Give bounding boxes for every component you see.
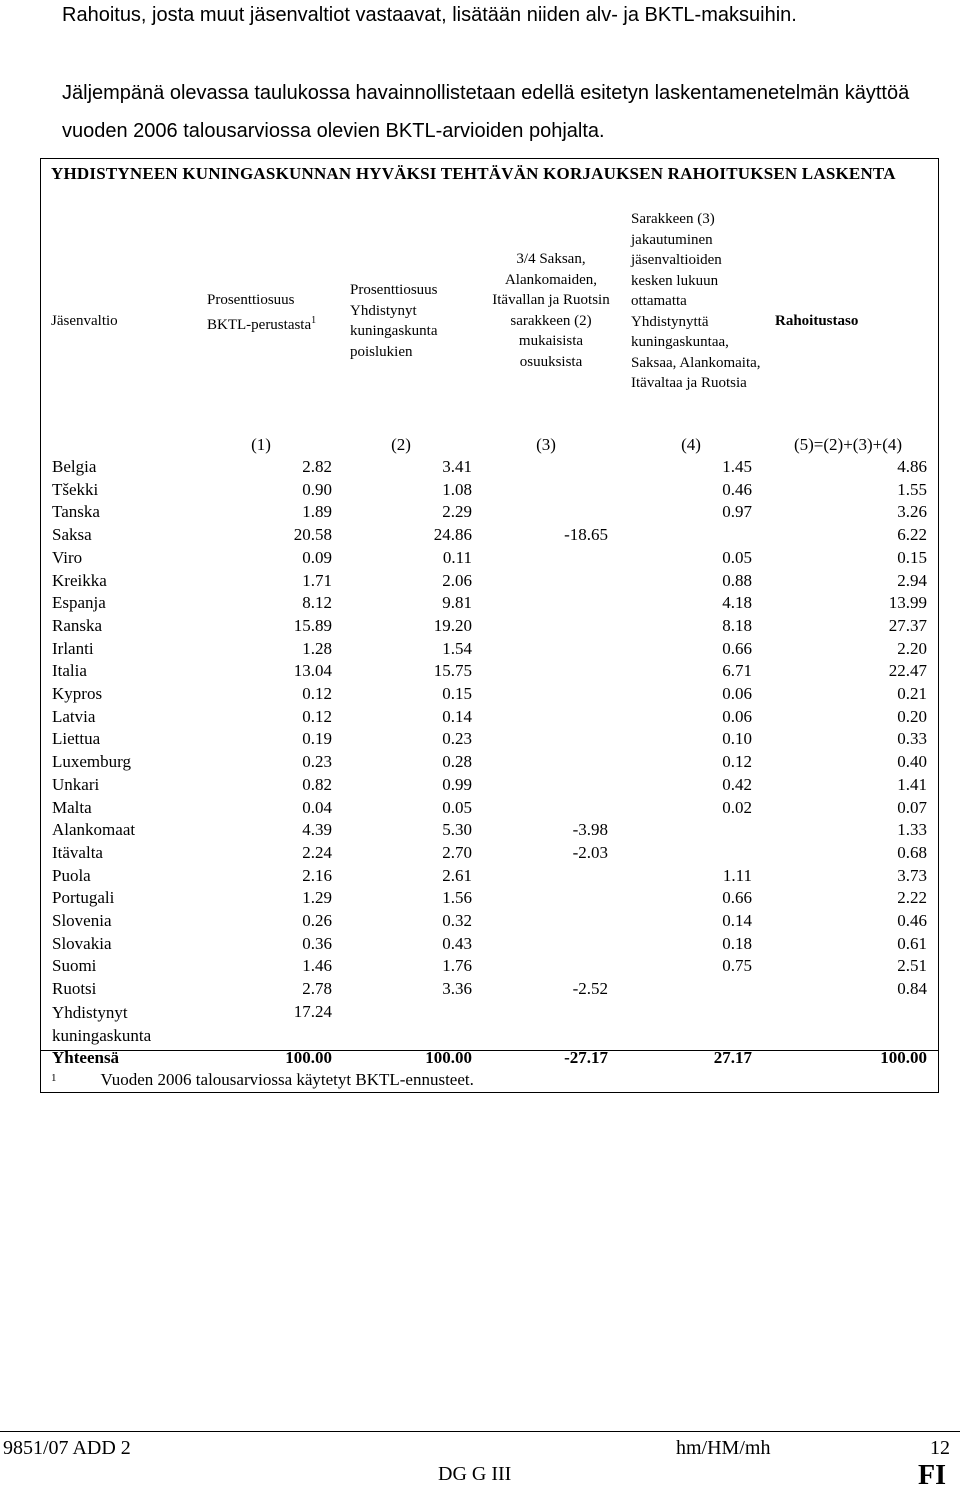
cell-c1: 0.26 <box>302 911 332 930</box>
cell-c4: 0.12 <box>722 752 752 772</box>
cell-c1: 0.23 <box>302 752 332 772</box>
cell-country: Liettua <box>52 729 101 749</box>
cell-country: Tšekki <box>52 479 99 499</box>
cell-c3: -27.17 <box>564 1048 608 1067</box>
cell-c4: 0.46 <box>722 479 752 499</box>
cell-country: Irlanti <box>52 638 94 658</box>
cell-c4: 0.66 <box>722 888 752 908</box>
cell-c5: 0.15 <box>897 547 927 567</box>
cell-c5: 13.99 <box>888 593 927 613</box>
cell-c3: -18.65 <box>564 525 608 545</box>
cell-c5: 0.40 <box>897 752 927 772</box>
cell-c4: 0.14 <box>722 911 752 930</box>
cell-c2: 0.11 <box>442 547 472 567</box>
cell-country: Yhdistynyt kuningaskunta <box>52 1002 152 1045</box>
cell-c4: 0.75 <box>722 956 752 976</box>
cell-c1: 20.58 <box>293 525 332 545</box>
cell-c4: 8.18 <box>722 615 752 635</box>
cell-c1: 1.89 <box>302 502 332 522</box>
footer-rule <box>0 1431 960 1432</box>
cell-c5: 2.94 <box>897 570 927 590</box>
cell-c2: 0.99 <box>442 774 472 794</box>
cell-c5: 0.84 <box>897 979 927 999</box>
header-col4: Sarakkeen (3) jakautuminen jäsenvaltioiden kesken lukuun ottamatta Yhdistynyttä kuningaskuntaa, Saksaa, Alankomaita, Itävaltaa ja Ruotsia <box>631 211 761 391</box>
cell-c5: 1.41 <box>897 774 927 794</box>
header-country: Jäsenvaltio <box>51 313 118 329</box>
cell-c2: 2.29 <box>442 502 472 522</box>
cell-c2: 0.15 <box>442 684 472 703</box>
cell-c5: 100.00 <box>880 1048 927 1067</box>
cell-c4: 0.88 <box>722 570 752 590</box>
cell-c5: 22.47 <box>888 661 927 681</box>
intro-text-line-2: Jäljempänä olevassa taulukossa havainnollistetaan edellä esitetyn laskentamenetelmän käyttöä <box>62 82 910 104</box>
table-title: YHDISTYNEEN KUNINGASKUNNAN HYVÄKSI TEHTÄVÄN KORJAUKSEN RAHOITUKSEN LASKENTA <box>51 164 896 183</box>
cell-c5: 0.07 <box>897 797 927 817</box>
cell-c5: 0.20 <box>897 706 927 726</box>
cell-c5: 1.33 <box>897 820 927 840</box>
cell-c5: 27.37 <box>888 615 927 635</box>
cell-c5: 2.51 <box>897 956 927 976</box>
cell-c2: 1.76 <box>442 956 472 976</box>
cell-country: Puola <box>52 865 91 885</box>
header-col3: 3/4 Saksan, Alankomaiden, Itävallan ja Ruotsin sarakkeen (2) mukaisista osuuksista <box>492 251 610 370</box>
cell-c5: 4.86 <box>897 457 927 476</box>
cell-country: Kypros <box>52 684 103 703</box>
cell-c1: 8.12 <box>302 593 332 613</box>
cell-c5: 0.46 <box>897 911 927 930</box>
cell-c1: 4.39 <box>302 820 332 840</box>
cell-c4: 0.06 <box>722 684 752 703</box>
header-col1-footnote-marker: 1 <box>311 314 317 326</box>
cell-c5: 6.22 <box>897 525 927 545</box>
footer-page-number: 12 <box>930 1437 950 1459</box>
cell-country: Portugali <box>52 888 115 908</box>
cell-c2: 1.56 <box>442 888 472 908</box>
cell-c1: 100.00 <box>285 1048 332 1067</box>
cell-c1: 0.19 <box>302 729 332 749</box>
intro-text-line-1: Rahoitus, josta muut jäsenvaltiot vastaavat, lisätään niiden alv- ja BKTL-maksuihin. <box>62 4 797 26</box>
cell-country: Itävalta <box>52 842 103 862</box>
column-number-1: (1) <box>251 435 271 454</box>
cell-country: Tanska <box>52 502 100 522</box>
cell-c4: 1.45 <box>722 457 752 476</box>
column-number-3: (3) <box>536 435 556 454</box>
intro-text-line-3: vuoden 2006 talousarviossa olevien BKTL-arvioiden pohjalta. <box>62 120 605 142</box>
financing-table <box>40 158 939 1093</box>
cell-c2: 3.36 <box>442 979 472 999</box>
cell-country: Unkari <box>52 774 100 794</box>
column-number-5: (5)=(2)+(3)+(4) <box>793 435 903 454</box>
cell-country: Espanja <box>52 593 106 613</box>
cell-c5: 2.22 <box>897 888 927 908</box>
cell-total-label: Yhteensä <box>52 1048 120 1067</box>
header-col2: Prosenttiosuus Yhdistynyt kuningaskunta poislukien <box>350 282 438 360</box>
cell-c3: -3.98 <box>572 820 608 840</box>
cell-c2: 9.81 <box>442 593 472 613</box>
cell-c5: 0.33 <box>897 729 927 749</box>
header-col5: Rahoitustaso <box>775 313 859 329</box>
cell-c4: 27.17 <box>713 1048 752 1067</box>
cell-c1: 0.12 <box>302 706 332 726</box>
cell-c5: 2.20 <box>897 638 927 658</box>
cell-c2: 2.61 <box>442 865 472 885</box>
footer-initials: hm/HM/mh <box>676 1437 771 1459</box>
cell-country: Alankomaat <box>52 820 136 840</box>
cell-c3: -2.52 <box>572 979 608 999</box>
cell-c2: 0.05 <box>442 797 472 817</box>
cell-c5: 3.73 <box>897 865 927 885</box>
cell-country: Viro <box>52 547 83 567</box>
cell-c2: 0.43 <box>442 933 472 953</box>
cell-c1: 17.24 <box>293 1001 332 1021</box>
cell-country: Latvia <box>52 706 96 726</box>
cell-country: Luxemburg <box>52 752 132 772</box>
cell-c1: 0.90 <box>302 479 332 499</box>
cell-c2: 0.14 <box>442 706 472 726</box>
cell-country: Slovakia <box>52 933 112 953</box>
cell-country: Slovenia <box>52 911 112 930</box>
cell-country: Ruotsi <box>52 979 97 999</box>
footer-directorate: DG G III <box>438 1463 512 1485</box>
cell-c1: 0.36 <box>302 933 332 953</box>
cell-c4: 0.18 <box>722 933 752 953</box>
column-number-2: (2) <box>391 435 411 454</box>
cell-c1: 1.28 <box>302 638 332 658</box>
cell-c2: 1.54 <box>442 638 472 658</box>
cell-c4: 1.11 <box>722 865 752 885</box>
cell-c2: 5.30 <box>442 820 472 840</box>
cell-c4: 0.05 <box>722 547 752 567</box>
cell-c3: -2.03 <box>572 842 608 862</box>
cell-c1: 2.16 <box>302 865 332 885</box>
cell-c2: 0.23 <box>442 729 472 749</box>
cell-c5: 0.68 <box>897 842 927 862</box>
footnote <box>51 1070 474 1090</box>
header-col1-text: Prosenttiosuus BKTL-perustasta <box>207 292 312 333</box>
cell-c4: 0.97 <box>722 502 752 522</box>
cell-country: Malta <box>52 797 92 817</box>
cell-c1: 1.71 <box>302 570 332 590</box>
cell-c4: 0.02 <box>722 797 752 817</box>
cell-c2: 0.32 <box>442 911 472 930</box>
cell-c4: 4.18 <box>722 593 752 613</box>
cell-c2: 3.41 <box>442 457 472 476</box>
cell-c2: 19.20 <box>433 615 472 635</box>
cell-c2: 2.06 <box>442 570 472 590</box>
cell-c1: 1.46 <box>302 956 332 976</box>
footer-document-code: 9851/07 ADD 2 <box>3 1437 131 1459</box>
footnote-marker: 1 <box>51 1072 57 1084</box>
cell-c4: 6.71 <box>722 661 752 681</box>
cell-c2: 100.00 <box>425 1048 472 1067</box>
cell-country: Saksa <box>52 525 92 545</box>
cell-c2: 0.28 <box>442 752 472 772</box>
cell-c1: 0.12 <box>302 684 332 703</box>
cell-country: Belgia <box>52 457 97 476</box>
cell-country: Ranska <box>52 615 103 635</box>
cell-country: Italia <box>52 661 87 681</box>
cell-c1: 0.09 <box>302 547 332 567</box>
cell-c2: 1.08 <box>442 479 472 499</box>
cell-c4: 0.66 <box>722 638 752 658</box>
cell-c5: 3.26 <box>897 502 927 522</box>
cell-c1: 15.89 <box>293 615 332 635</box>
cell-c1: 0.04 <box>302 797 332 817</box>
cell-c2: 24.86 <box>433 525 472 545</box>
cell-c2: 15.75 <box>433 661 472 681</box>
cell-c5: 0.61 <box>897 933 927 953</box>
cell-c2: 2.70 <box>442 842 472 862</box>
cell-country: Kreikka <box>52 570 107 590</box>
cell-c4: 0.10 <box>722 729 752 749</box>
cell-c1: 1.29 <box>302 888 332 908</box>
cell-c1: 2.24 <box>302 842 332 862</box>
cell-c1: 0.82 <box>302 774 332 794</box>
cell-c4: 0.42 <box>722 774 752 794</box>
cell-c5: 1.55 <box>897 479 927 499</box>
total-separator <box>41 1050 939 1051</box>
cell-c5: 0.21 <box>897 684 927 703</box>
header-col1 <box>207 290 317 335</box>
cell-c4: 0.06 <box>722 706 752 726</box>
cell-c1: 13.04 <box>293 661 332 681</box>
cell-c1: 2.78 <box>302 979 332 999</box>
cell-country: Suomi <box>52 956 97 976</box>
footer-language: FI <box>918 1460 946 1491</box>
column-number-4: (4) <box>681 435 701 454</box>
cell-c1: 2.82 <box>302 457 332 476</box>
footnote-text: Vuoden 2006 talousarviossa käytetyt BKTL-ennusteet. <box>100 1070 474 1089</box>
